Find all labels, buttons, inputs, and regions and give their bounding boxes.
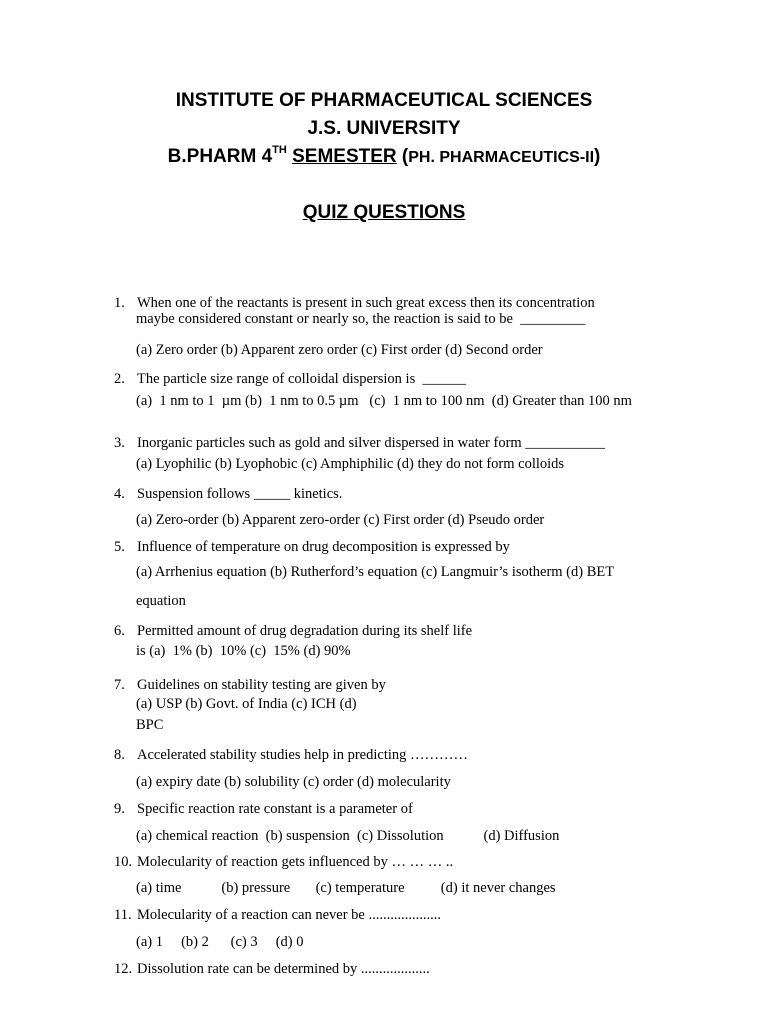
question-text: Influence of temperature on drug decomposition is expressed by xyxy=(137,539,510,555)
question-options: (a) Arrhenius equation (b) Rutherford’s equation (c) Langmuir’s isotherm (d) BET xyxy=(136,564,615,580)
question-options: (a) 1 (b) 2 (c) 3 (d) 0 xyxy=(136,934,304,950)
question-number: 10. xyxy=(114,854,133,870)
course-close-paren: ) xyxy=(594,146,601,167)
question-text: Suspension follows _____ kinetics. xyxy=(137,486,343,502)
question-options: (a) 1 nm to 1 µm (b) 1 nm to 0.5 µm (c) 1 nm to 100 nm (d) Greater than 100 nm xyxy=(136,393,632,409)
question-number: 8. xyxy=(114,747,125,763)
course-open-paren: ( xyxy=(396,146,409,167)
question-text: Molecularity of a reaction can never be .................... xyxy=(137,907,441,923)
question-text: Guidelines on stability testing are given by xyxy=(137,677,386,693)
question-text: The particle size range of colloidal dispersion is ______ xyxy=(137,371,466,387)
course-semester: SEMESTER xyxy=(292,146,397,167)
course-line xyxy=(0,146,768,168)
question-number: 2. xyxy=(114,371,125,387)
question-options: (a) Zero order (b) Apparent zero order (c) First order (d) Second order xyxy=(136,342,543,358)
question-options: is (a) 1% (b) 10% (c) 15% (d) 90% xyxy=(136,643,351,659)
course-superscript: TH xyxy=(272,144,287,156)
question-number: 9. xyxy=(114,801,125,817)
question-text: When one of the reactants is present in such great excess then its concentration xyxy=(137,295,595,311)
question-options: (a) time (b) pressure (c) temperature (d) it never changes xyxy=(136,880,556,896)
university-name: J.S. UNIVERSITY xyxy=(307,118,461,139)
institute-name: INSTITUTE OF PHARMACEUTICAL SCIENCES xyxy=(175,90,593,111)
question-options: (a) Lyophilic (b) Lyophobic (c) Amphiphilic (d) they do not form colloids xyxy=(136,456,565,472)
question-options: (a) expiry date (b) solubility (c) order (d) molecularity xyxy=(136,774,451,790)
quiz-title: QUIZ QUESTIONS xyxy=(302,202,466,223)
question-options: BPC xyxy=(136,717,164,733)
question-text: Inorganic particles such as gold and silver dispersed in water form ___________ xyxy=(137,435,606,451)
question-text: maybe considered constant or nearly so, the reaction is said to be _________ xyxy=(136,311,586,327)
question-number: 4. xyxy=(114,486,125,502)
question-text: Accelerated stability studies help in predicting ………… xyxy=(137,747,469,763)
question-number: 6. xyxy=(114,623,125,639)
question-number: 12. xyxy=(114,961,133,977)
question-number: 11. xyxy=(114,907,132,923)
question-text: Dissolution rate can be determined by ................... xyxy=(137,961,430,977)
question-text: Molecularity of reaction gets influenced by … … … .. xyxy=(137,854,454,870)
course-prefix: B.PHARM 4 xyxy=(167,146,273,167)
question-options: (a) USP (b) Govt. of India (c) ICH (d) xyxy=(136,696,357,712)
question-text: Permitted amount of drug degradation during its shelf life xyxy=(137,623,473,639)
question-number: 3. xyxy=(114,435,125,451)
question-number: 7. xyxy=(114,677,125,693)
course-subject: PH. PHARMACEUTICS-II xyxy=(408,149,595,166)
question-text: Specific reaction rate constant is a parameter of xyxy=(137,801,413,817)
question-options: (a) Zero-order (b) Apparent zero-order (c) First order (d) Pseudo order xyxy=(136,512,545,528)
question-number: 1. xyxy=(114,295,125,311)
question-options: equation xyxy=(136,593,186,609)
question-options: (a) chemical reaction (b) suspension (c) Dissolution (d) Diffusion xyxy=(136,828,560,844)
question-number: 5. xyxy=(114,539,125,555)
